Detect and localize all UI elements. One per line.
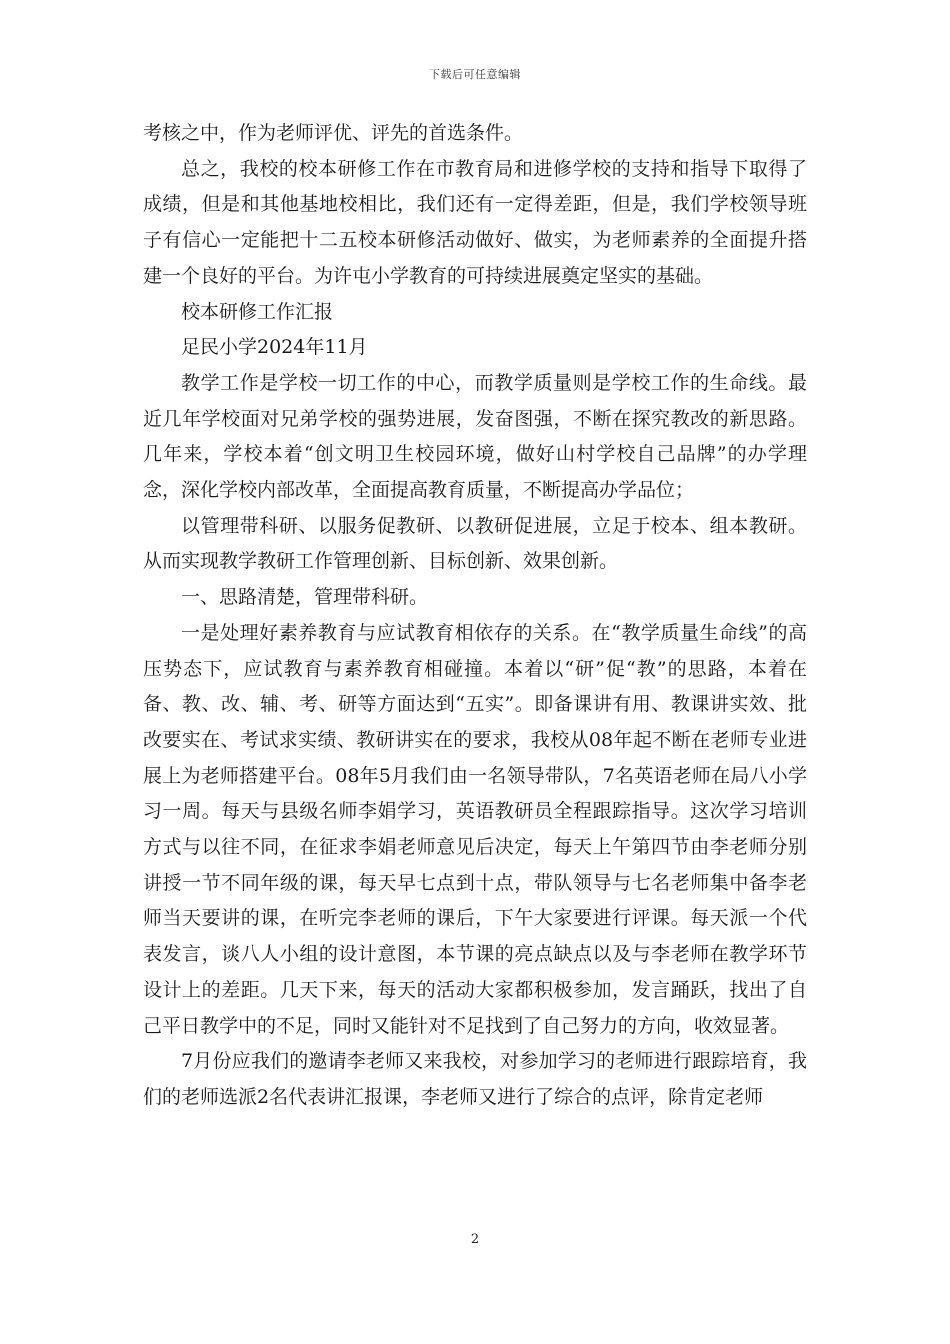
paragraph-1: 考核之中，作为老师评优、评先的首选条件。	[143, 122, 524, 144]
paragraph-8: 一是处理好素养教育与应试教育相依存的关系。在“教学质量生命线”的高压势态下，应试教育与素养教育相碰撞。本着以“研”促“教”的思路，本着在备、教、改、辅、考、研等方面达到“五实”。即备课讲有用、教课讲实效、批改要实在、考试求实绩、教研讲实在的要求，我校从08年起不断在老师专业进展上为老师搭建平台。08年5月我们由一名领导带队，7名英语老师在局八小学习一周。每天与县级名师李娟学习，英语教研员全程跟踪指导。这次学习培训方式与以往不同，在征求李娟老师意见后决定，每天上午第四节由李老师分别讲授一节不同年级的课，每天早七点到十点，带队领导与七名老师集中备李老师当天要讲的课，在听完李老师的课后，下午大家要进行评课。每天派一个代表发言，谈八人小组的设计意图，本节课的亮点缺点以及与李老师在教学环节设计上的差距。几天下来，每天的活动大家都积极参加，发言踊跃，找出了自己平日教学中的不足，同时又能针对不足找到了自己努力的方向，收效显著。	[143, 621, 807, 1037]
section-heading-1: 一、思路清楚，管理带科研。	[181, 586, 429, 609]
document-body	[143, 116, 807, 1116]
page-number: 2	[470, 1232, 480, 1247]
page-header-note: 下载后可任意编辑	[429, 68, 521, 81]
paragraph-6: 以管理带科研、以服务促教研、以教研促进展，立足于校本、组本教研。从而实现教学教研工作管理创新、目标创新、效果创新。	[143, 514, 807, 573]
paragraph-2: 总之，我校的校本研修工作在市教育局和进修学校的支持和指导下取得了成绩，但是和其他基地校相比，我们还有一定得差距，但是，我们学校领导班子有信心一定能把十二五校本研修活动做好、做实，为老师素养的全面提升搭建一个良好的平台。为许屯小学教育的可持续进展奠定坚实的基础。	[143, 157, 807, 287]
paragraph-9: 7月份应我们的邀请李老师又来我校，对参加学习的老师进行跟踪培育，我们的老师选派2名代表讲汇报课，李老师又进行了综合的点评，除肯定老师	[143, 1050, 807, 1108]
paragraph-5: 教学工作是学校一切工作的中心，而教学质量则是学校工作的生命线。最近几年学校面对兄弟学校的强势进展，发奋图强，不断在探究教改的新思路。几年来，学校本着“创文明卫生校园环境，做好山村学校自己品牌”的办学理念，深化学校内部改革，全面提高教育质量，不断提高办学品位；	[143, 371, 807, 502]
school-date-line: 足民小学2024年11月	[181, 336, 368, 359]
section-title: 校本研修工作汇报	[181, 300, 334, 323]
